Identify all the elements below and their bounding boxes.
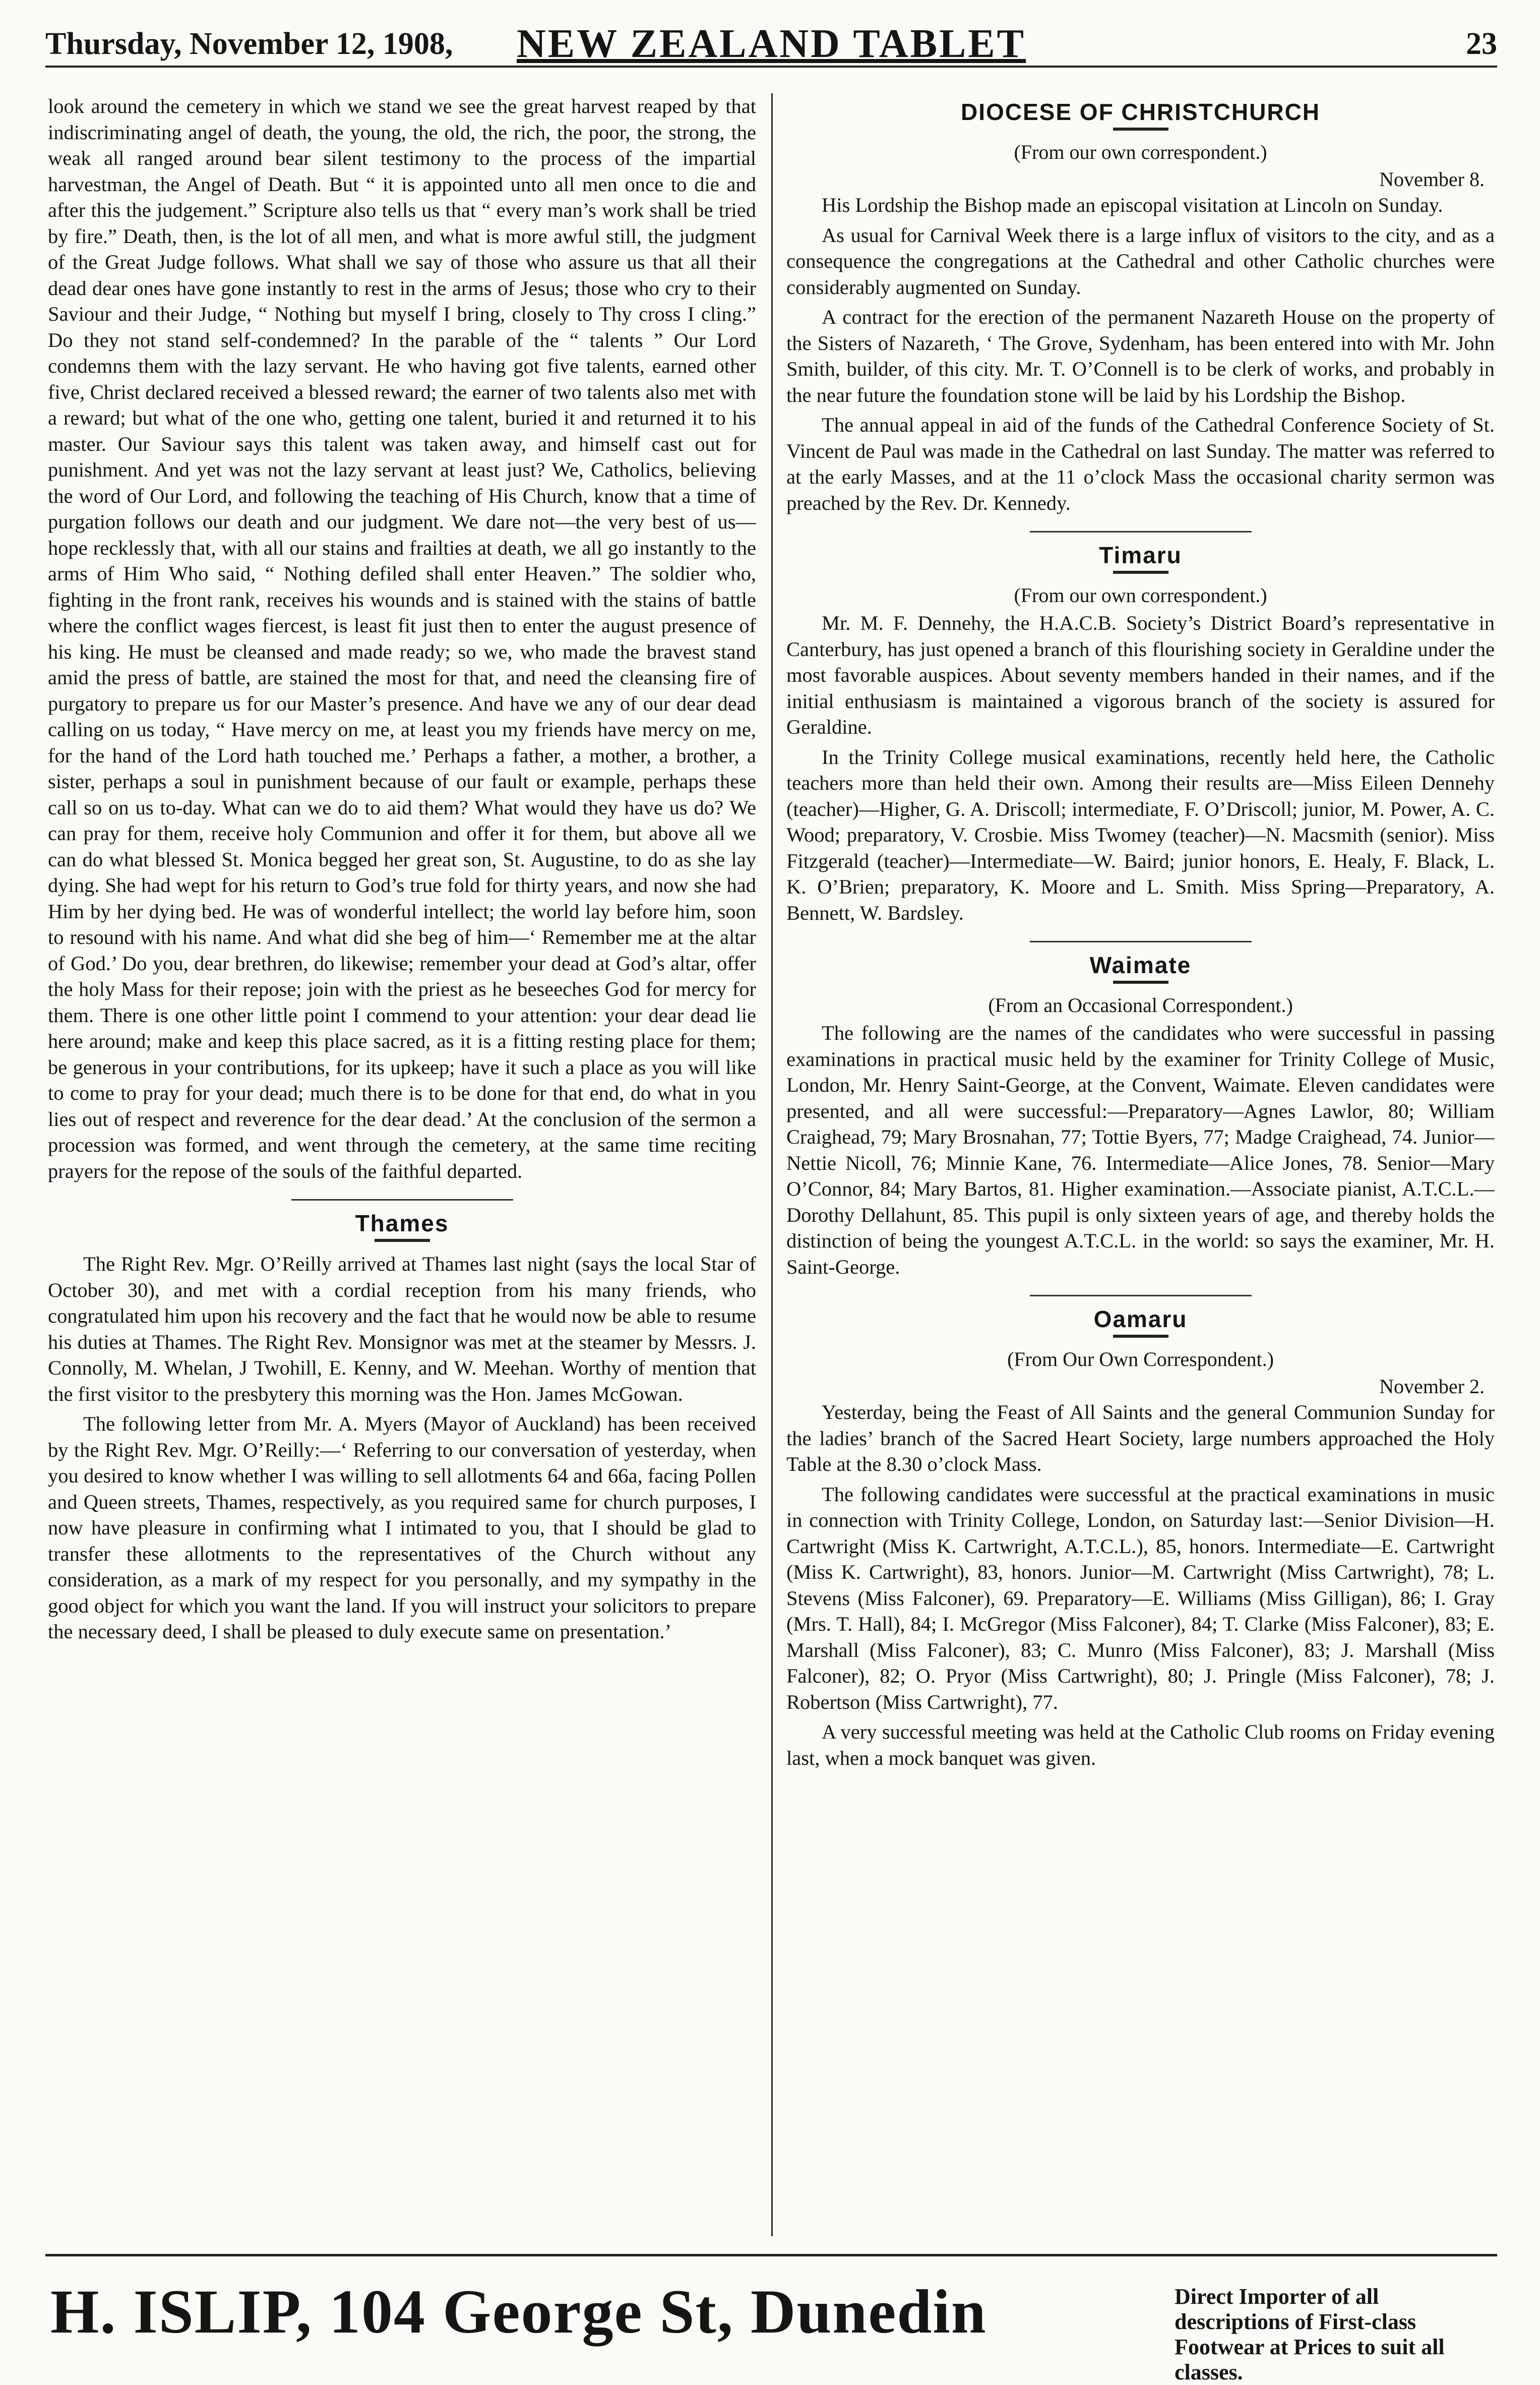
title-underline xyxy=(1113,128,1168,131)
title-underline xyxy=(1113,981,1168,984)
dispatch-date: November 8. xyxy=(1379,168,1485,191)
advertiser-description: Direct Importer of all descriptions of First-class Footwear at Prices to suit all classes. xyxy=(1175,2284,1445,2384)
correspondent-line: (From Our Own Correspondent.) xyxy=(1007,1348,1274,1370)
christchurch-paragraph: A contract for the erection of the permanent Nazareth House on the property of the Sisters of Nazareth, ‘ The Grove, Sydenham, has been entered into with Mr. John Smith, builder, of this city. Mr. T. O’Connell is to be clerk of works, and probably in the near future the foundation stone will be laid by his Lordship the Bishop. xyxy=(786,306,1495,406)
page-header xyxy=(45,19,1497,68)
section-rule xyxy=(1030,531,1252,532)
oamaru-paragraph: The following candidates were successful at the practical examinations in music in connection with Trinity College, London, on Saturday last:—Senior Division—H. Cartwright (Miss K. Cartwright, A.T.C.L.), 85, honors. Intermediate—E. Cartwright (Miss K. Cartwright), 83, honors. Junior—M. Cartwright (Miss Cartwright), 78; L. Stevens (Miss Falconer), 69. Preparatory—E. Williams (Miss Gilligan), 86; I. Gray (Mrs. T. Hall), 84; I. McGregor (Miss Falconer), 84; T. Clarke (Miss Falconer), 83; E. Marshall (Miss Falconer), 83; C. Munro (Miss Falconer), 83; J. Marshall (Miss Falconer), 82; O. Pryor (Miss Cartwright), 80; J. Pringle (Miss Falconer), 78; J. Robertson (Miss Cartwright), 77. xyxy=(786,1482,1495,1713)
section-title-timaru: Timaru xyxy=(1099,542,1182,568)
correspondent-line: (From our own correspondent.) xyxy=(1014,584,1267,607)
column-divider xyxy=(771,93,773,2236)
masthead-title: NEW ZEALAND TABLET xyxy=(516,22,1026,66)
issue-date: Thursday, November 12, 1908, xyxy=(45,27,453,61)
oamaru-paragraph: A very successful meeting was held at the Catholic Club rooms on Friday evening last, when a mock banquet was given. xyxy=(786,1720,1495,1769)
correspondent-line: (From our own correspondent.) xyxy=(1014,141,1267,163)
christchurch-paragraph: As usual for Carnival Week there is a large influx of visitors to the city, and as a consequence the congregations at the Cathedral and other Catholic churches were considerably augmented on Sunday. xyxy=(786,223,1495,299)
sermon-continuation: look around the cemetery in which we stand we see the great harvest reaped by that indiscriminating angel of death, the young, the old, the rich, the poor, the strong, the weak all ranged around bear silent testimony to the process of the impartial harvestman, the Angel of Death. But “ it is appointed unto all men once to die and after this the judgement.” Scripture also tells us that “ every man’s work shall be tried by fire.” Death, then, is the lot of all men, and what is more awful still, the judgment of the Great Judge follows. What shall we say of those who assure us that all their dead dear ones have gone instantly to rest in the arms of Jesus; those who cry to their Saviour and their Judge, “ Nothing but myself I bring, closely to Thy cross I cling.” Do they not stand self-condemned? In the parable of the “ talents ” Our Lord condemns them with the lazy servant. He who having got five talents, earned other five, Christ declared received a blessed reward; the earner of two talents also met with a reward; but what of the one who, getting one talent, buried it and returned it to his master. Our Saviour says this talent was taken away, and himself cast out for punishment. And yet was not the lazy servant at least just? We, Catholics, believing the word of Our Lord, and following the teaching of His Church, know that a time of purgation follows our death and our judgment. We dare not—the very best of us—hope recklessly that, with all our stains and frailties at death, we all go instantly to the arms of Him Who said, “ Nothing defiled shall enter Heaven.” The soldier who, fighting in the front rank, receives his wounds and is stained with the stains of battle where the conflict wages fiercest, is least fit just then to enter the august presence of his king. He must be cleansed and made ready; so we, who made the bravest stand amid the press of battle, are stained the most for that, and need the cleansing fire of purgatory to prepare us for our Master’s presence. And have we any of our dear dead calling on us today, “ Have mercy on me, at least you my friends have mercy on me, for the hand of the Lord hath touched me.’ Perhaps a father, a mother, a brother, a sister, perhaps a soul in punishment because of our fault or example, perhaps these call so on us to-day. What can we do to aid them? What would they have us do? We can pray for them, receive holy Communion and offer it for them, but above all we can do what blessed St. Monica begged her great son, St. Augustine, to do as she lay dying. She had wept for his return to God’s true fold for thirty years, and now she had Him by her dying bed. He was of wonderful intellect; the world lay before him, soon to resound with his name. And what did she beg of him—‘ Remember me at the altar of God.’ Do you, dear brethren, do likewise; remember your dead at God’s altar, offer the holy Mass for their repose; join with the priest as he beseeches God for mercy for them. There is one other little point I commend to your attention: your dear dead lie here around; make and keep this place sacred, as it is a fitting resting place for them; be generous in your contributions, for its upkeep; have it such a place as you will like to come to pray for your dead; much there is to be done for that end, do what in you lies out of respect and reverence for the dear dead.’ At the conclusion of the sermon a procession was formed, and went through the cemetery, at the same time reciting prayers for the repose of the souls of the faithful departed. xyxy=(48,95,756,1182)
page-number: 23 xyxy=(1466,27,1497,61)
footer-rule xyxy=(45,2254,1497,2256)
section-title-thames: Thames xyxy=(355,1210,449,1236)
christchurch-paragraph: His Lordship the Bishop made an episcopal visitation at Lincoln on Sunday. xyxy=(822,194,1443,216)
correspondent-line: (From an Occasional Correspondent.) xyxy=(988,994,1293,1017)
section-rule xyxy=(291,1199,513,1201)
section-title-christchurch: DIOCESE OF CHRISTCHURCH xyxy=(960,99,1321,125)
advertiser-name: H. ISLIP, 104 George St, Dunedin xyxy=(50,2277,987,2346)
dispatch-date: November 2. xyxy=(1379,1375,1485,1398)
thames-paragraph: The following letter from Mr. A. Myers (Mayor of Auckland) has been received by the Right Rev. Mgr. O’Reilly:—‘ Referring to our conversation of yesterday, when you desired to know whether I was willing to sell allotments 64 and 66a, facing Pollen and Queen streets, Thames, respectively, as you required same for church purposes, I now have pleasure in confirming what I intimated to you, that I should be glad to transfer these allotments to the representatives of the Church without any consideration, as a mark of my respect for you personally, and my sympathy in the good object for which you want the land. If you will instruct your solicitors to prepare the necessary deed, I shall be pleased to duly execute same on presentation.’ xyxy=(48,1412,756,1643)
section-title-waimate: Waimate xyxy=(1089,952,1192,978)
title-underline xyxy=(1113,1335,1168,1338)
waimate-paragraph: The following are the names of the candidates who were successful in passing examinations in practical music held by the examiner for Trinity College of Music, London, Mr. Henry Saint-George, at the Convent, Waimate. Eleven candidates were presented, and all were successful:—Preparatory—Agnes Lawlor, 80; William Craighead, 79; Mary Brosnahan, 77; Tottie Byers, 77; Madge Craighead, 74. Junior—Nettie Nicoll, 76; Minnie Kane, 76. Intermediate—Alice Jones, 78. Senior—Mary O’Connor, 84; Mary Bartos, 81. Higher examination.—Associate pianist, A.T.C.L.—Dorothy Dellahunt, 85. This pupil is only sixteen years of age, and thereby holds the distinction of being the youngest A.T.C.L. in the world: so says the examiner, Mr. H. Saint-George. xyxy=(786,1022,1495,1278)
oamaru-paragraph: Yesterday, being the Feast of All Saints and the general Communion Sunday for the ladies’ branch of the Sacred Heart Society, large numbers approached the Holy Table at the 8.30 o’clock Mass. xyxy=(786,1401,1495,1475)
right-column xyxy=(786,93,1495,2221)
advertisement-banner xyxy=(45,2269,1497,2384)
section-rule xyxy=(1030,1295,1252,1296)
title-underline xyxy=(375,1239,430,1242)
thames-paragraph: The Right Rev. Mgr. O’Reilly arrived at Thames last night (says the local Star of October 30), and met with a cordial reception from his many friends, who congratulated him upon his recovery and the fact that he would now be able to resume his duties at Thames. The Right Rev. Monsignor was met at the steamer by Messrs. J. Connolly, M. Whelan, J Twohill, E. Kenny, and W. Meehan. Worthy of mention that the first visitor to the presbytery this morning was the Hon. James McGowan. xyxy=(48,1253,756,1405)
title-underline xyxy=(1113,571,1168,574)
section-title-oamaru: Oamaru xyxy=(1093,1306,1188,1332)
timaru-paragraph: Mr. M. F. Dennehy, the H.A.C.B. Society’s District Board’s representative in Canterbury, has just opened a branch of this flourishing society in Geraldine under the most favorable auspices. About seventy members handed in their names, and if the initial enthusiasm is maintained a vigorous branch of the society is assured for Geraldine. xyxy=(786,612,1495,738)
left-column xyxy=(48,93,756,2221)
timaru-paragraph: In the Trinity College musical examinations, recently held here, the Catholic teachers more than held their own. Among their results are—Miss Eileen Dennehy (teacher)—Higher, G. A. Driscoll; intermediate, F. O’Driscoll; junior, M. Power, A. C. Wood; preparatory, V. Crosbie. Miss Twomey (teacher)—N. Macsmith (senior). Miss Fitzgerald (teacher)—Intermediate—W. Baird; junior honors, E. Healy, F. Black, L. K. O’Brien; preparatory, K. Moore and L. Smith. Miss Spring—Preparatory, A. Bennett, W. Bardsley. xyxy=(786,745,1495,924)
christchurch-paragraph: The annual appeal in aid of the funds of the Cathedral Conference Society of St. Vincent de Paul was made in the Cathedral on last Sunday. The matter was referred to at the early Masses, and at the 11 o’clock Mass the occasional charity sermon was preached by the Rev. Dr. Kennedy. xyxy=(786,413,1495,514)
section-rule xyxy=(1030,941,1252,942)
